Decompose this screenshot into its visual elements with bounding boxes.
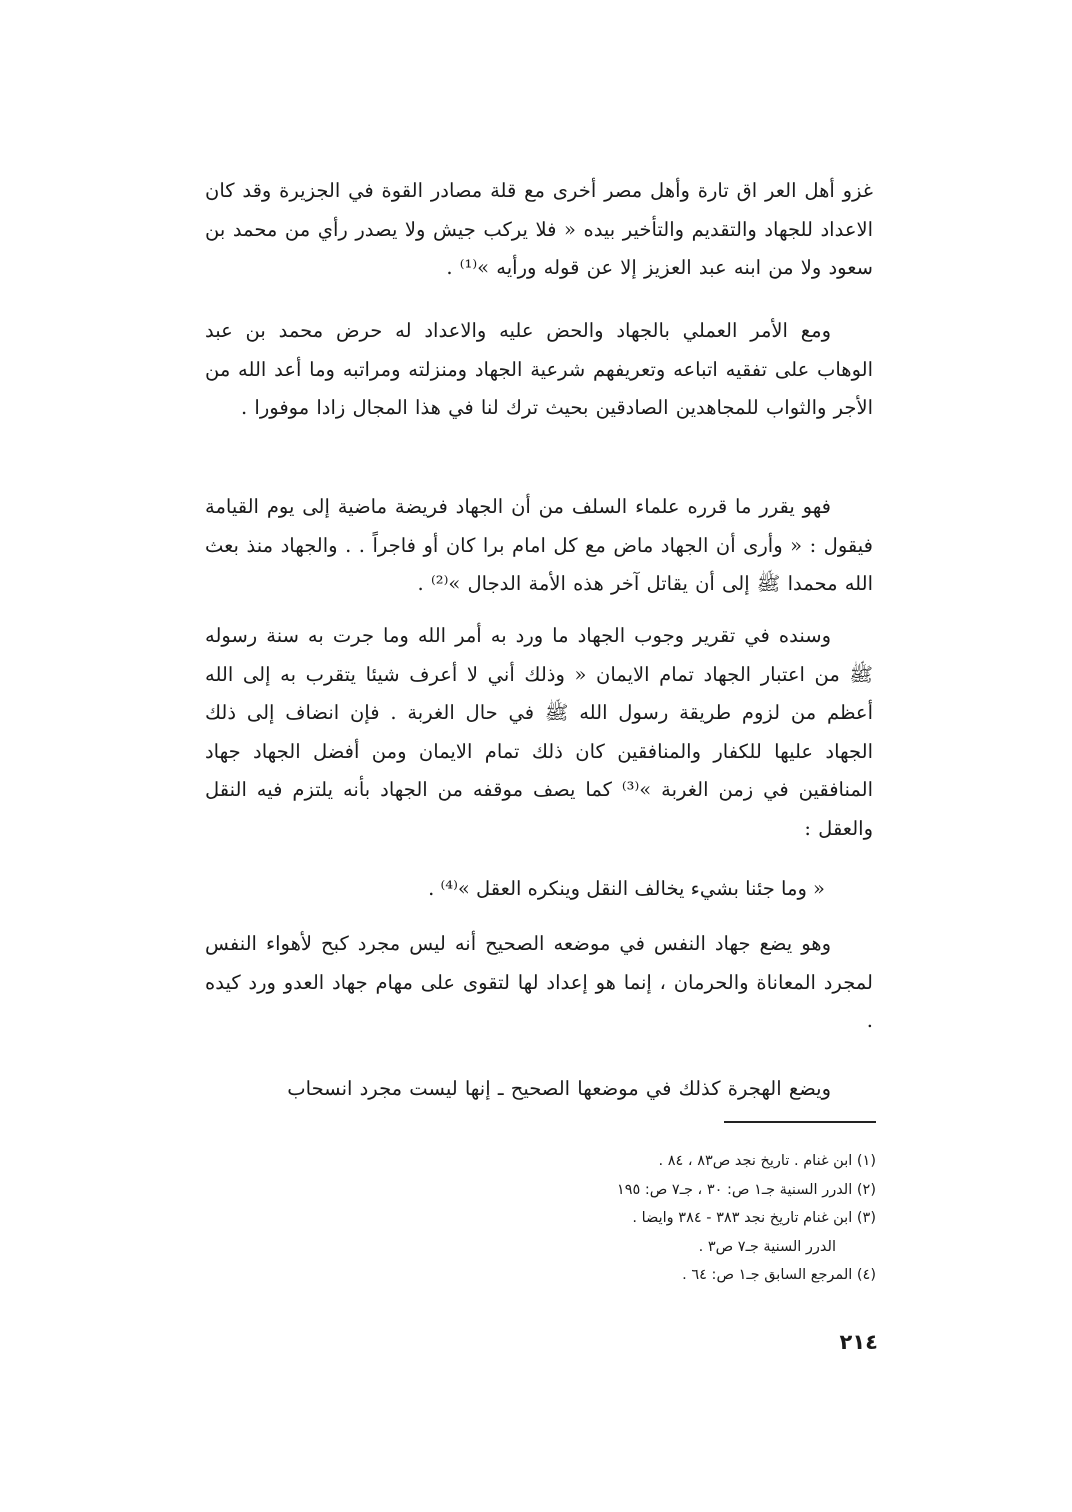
footnote-divider [724,1121,876,1123]
quote-line: « وما جئنا بشيء يخالف النقل وينكره العقل »⁽⁴⁾ . [428,877,825,900]
paragraph-4: وسنده في تقرير وجوب الجهاد ما ورد به أمر الله وما جرت به سنة رسوله ﷺ من اعتبار الجهاد تمام الايمان « وذلك أني لا أعرف شيئا يتقرب به إلى الله أعظم من لزوم طريقة رسول الله ﷺ في حال الغربة . فإن انضاف إلى ذلك الجهاد عليها للكفار والمنافقين كان ذلك تمام الايمان ومن أفضل الجهاد جهاد المنافقين في زمن الغربة »⁽³⁾ كما يصف موقفه من الجهاد بأنه يلتزم فيه النقل والعقل : [205,624,873,840]
paragraph-6: ويضع الهجرة كذلك في موضعها الصحيح ـ إنها ليست مجرد انسحاب [287,1077,831,1100]
footnote-1: (١) ابن غنام . تاريخ نجد ص٨٣ ، ٨٤ . [658,1153,876,1169]
footnote-3-continued: الدرر السنية جـ٧ ص٣ . [698,1238,836,1255]
footnote-3: (٣) ابن غنام تاريخ نجد ٣٨٣ - ٣٨٤ وايضا . [632,1210,876,1226]
paragraph-3: فهو يقرر ما قرره علماء السلف من أن الجهاد فريضة ماضية إلى يوم القيامة فيقول : « وأرى أن الجهاد ماض مع كل امام برا كان أو فاجراً . . والجهاد منذ بعث الله محمدا ﷺ إلى أن يقاتل آخر هذه الأمة الدجال »⁽²⁾ . [205,495,873,595]
paragraph-5: وهو يضع جهاد النفس في موضعه الصحيح أنه ليس مجرد كبح لأهواء النفس لمجرد المعاناة والحرمان ، إنما هو إعداد لها لتقوى على مهام جهاد العدو ورد كيده . [205,932,873,1032]
paragraph-1: غزو أهل العر اق تارة وأهل مصر أخرى مع قلة مصادر القوة في الجزيرة وقد كان الاعداد للجهاد والتقديم والتأخير بيده « فلا يركب جيش ولا يصدر رأي من محمد بن سعود ولا من ابنه عبد العزيز إلا عن قوله ورأيه »⁽¹⁾ . [205,179,873,279]
footnote-4: (٤) المرجع السابق جـ١ ص: ٦٤ . [682,1267,876,1283]
paragraph-2: ومع الأمر العملي بالجهاد والحض عليه والاعداد له حرض محمد بن عبد الوهاب على تفقيه اتباعه وتعريفهم شرعية الجهاد ومنزلته ومراتبه وما أعد الله من الأجر والثواب للمجاهدين الصادقين بحيث ترك لنا في هذا المجال زادا موفورا . [205,319,873,419]
footnote-2: (٢) الدرر السنية جـ١ ص: ٣٠ ، جـ٧ ص: ١٩٥ [616,1181,876,1198]
page-number: ٢١٤ [839,1330,878,1354]
footnotes [420,1147,876,1290]
